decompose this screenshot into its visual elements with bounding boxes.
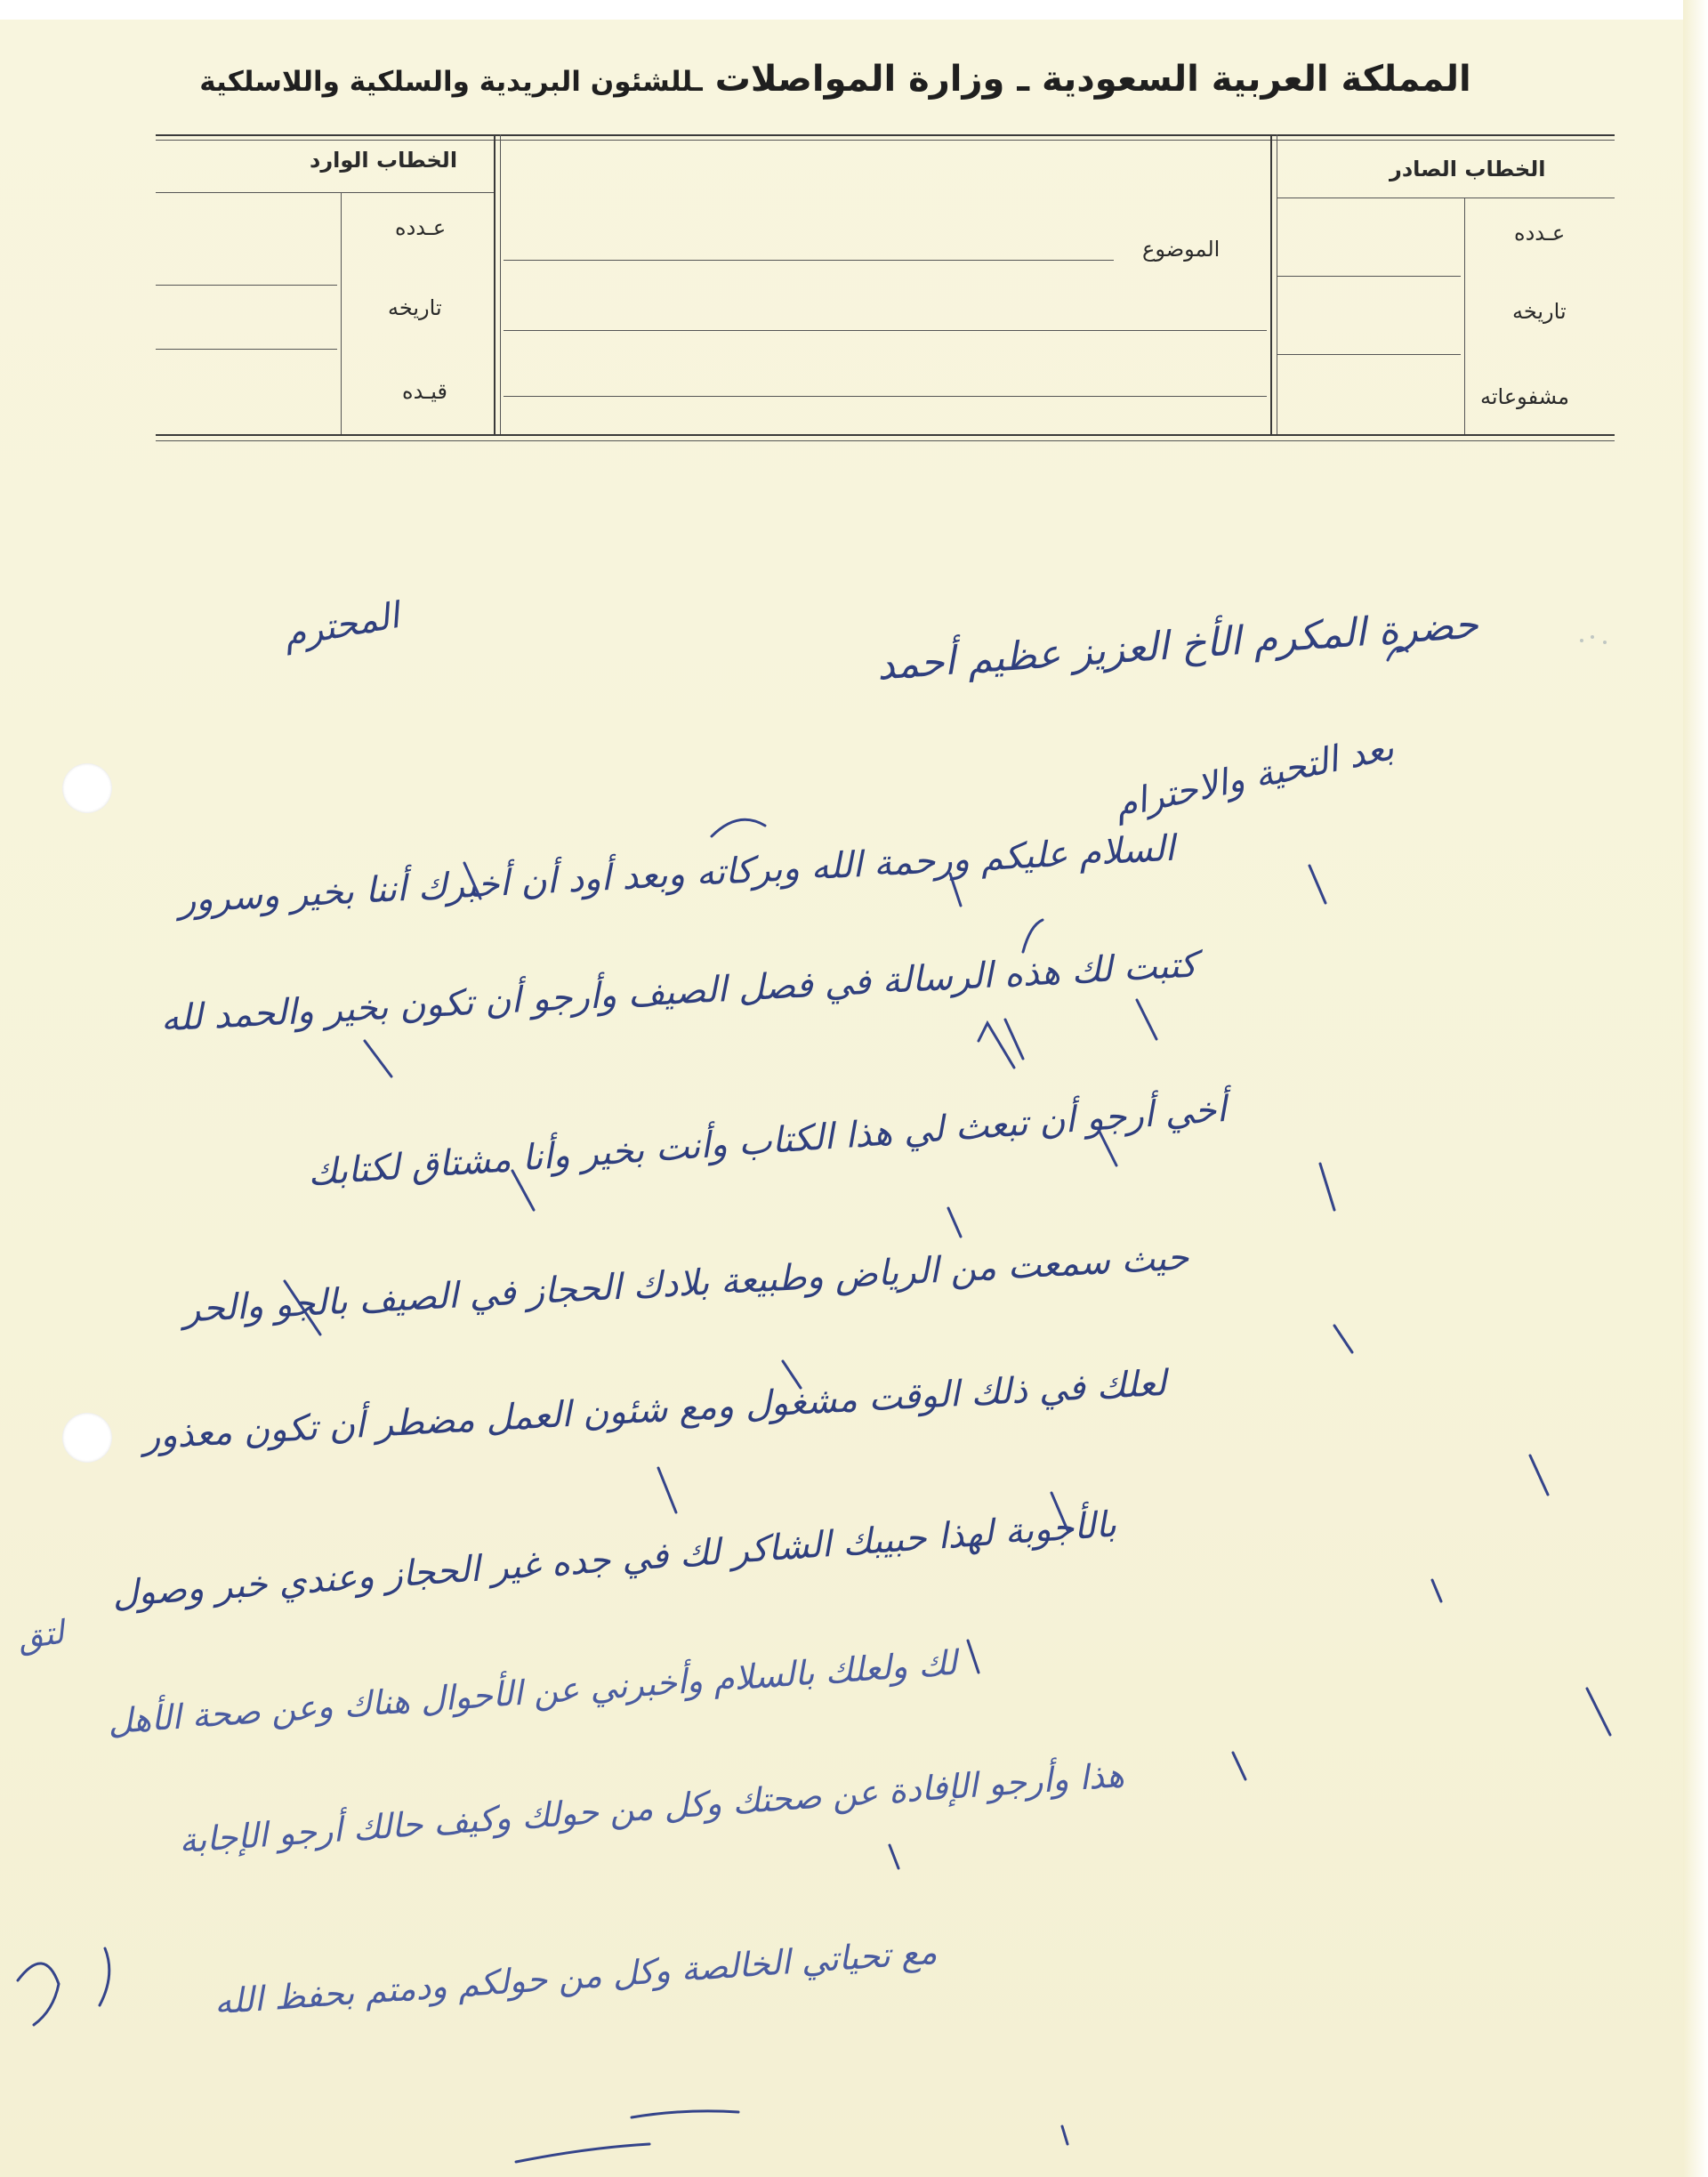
- outgoing-number-label: عـدده: [1514, 221, 1566, 246]
- incoming-record-label: قيـده: [402, 379, 447, 404]
- handwritten-line: لك ولعلك بالسلام وأخبرني عن الأحوال هناك وعن صحة الأهل: [106, 1642, 959, 1742]
- handwritten-margin-note: لتق: [15, 1614, 67, 1657]
- letterhead-department: للشئون البريدية والسلكية واللاسلكية: [199, 66, 694, 98]
- handwritten-line: حيث سمعت من الرياض وطبيعة بلادك الحجاز في الصيف بالجو والحر: [181, 1237, 1190, 1331]
- outgoing-date-label: تاريخه: [1512, 299, 1567, 324]
- outgoing-attachments-label: مشفوعاته: [1480, 384, 1569, 409]
- incoming-letter-title: الخطاب الوارد: [310, 148, 458, 173]
- handwritten-annotation: المحترم: [280, 594, 403, 657]
- subject-label: الموضوع: [1142, 237, 1221, 262]
- handwritten-greeting: بعد التحية والاحترام: [1110, 727, 1398, 826]
- incoming-date-label: تاريخه: [388, 295, 442, 320]
- letterhead-kingdom: المملكة العربية السعودية: [1041, 59, 1471, 100]
- outgoing-letter-title: الخطاب الصادر: [1390, 157, 1546, 181]
- handwritten-salutation: حضرة المكرم الأخ العزيز عظيم أحمد: [875, 601, 1480, 689]
- handwritten-line: لعلك في ذلك الوقت مشغول ومع شئون العمل مضطر أن تكون معذور: [141, 1362, 1168, 1458]
- handwritten-line: هذا وأرجو الإفادة عن صحتك وكل من حولك وكيف حالك أرجو الإجابة: [177, 1754, 1126, 1861]
- incoming-number-label: عـدده: [395, 215, 447, 240]
- letterhead-ministry: وزارة المواصلات: [714, 59, 1005, 100]
- handwritten-line: أخي أرجو أن تبعث لي هذا الكتاب وأنت بخير وأنا مشتاق لكتابك: [306, 1088, 1228, 1195]
- letterhead-separator: ـ: [1017, 59, 1030, 100]
- handwritten-line: السلام عليكم ورحمة الله وبركاته وبعد أود أن أخبرك أننا بخير وسرور: [177, 827, 1176, 922]
- handwritten-line: كتبت لك هذه الرسالة في فصل الصيف وأرجو أن تكون بخير والحمد لله: [159, 944, 1198, 1040]
- letterhead-separator: ـ: [693, 66, 703, 98]
- handwritten-line: بالأجوبة لهذا حبيبك الشاكر لك في جده غير الحجاز وعندي خبر وصول: [110, 1504, 1118, 1616]
- handwritten-line: مع تحياتي الخالصة وكل من حولكم ودمتم بحفظ الله: [213, 1931, 939, 2022]
